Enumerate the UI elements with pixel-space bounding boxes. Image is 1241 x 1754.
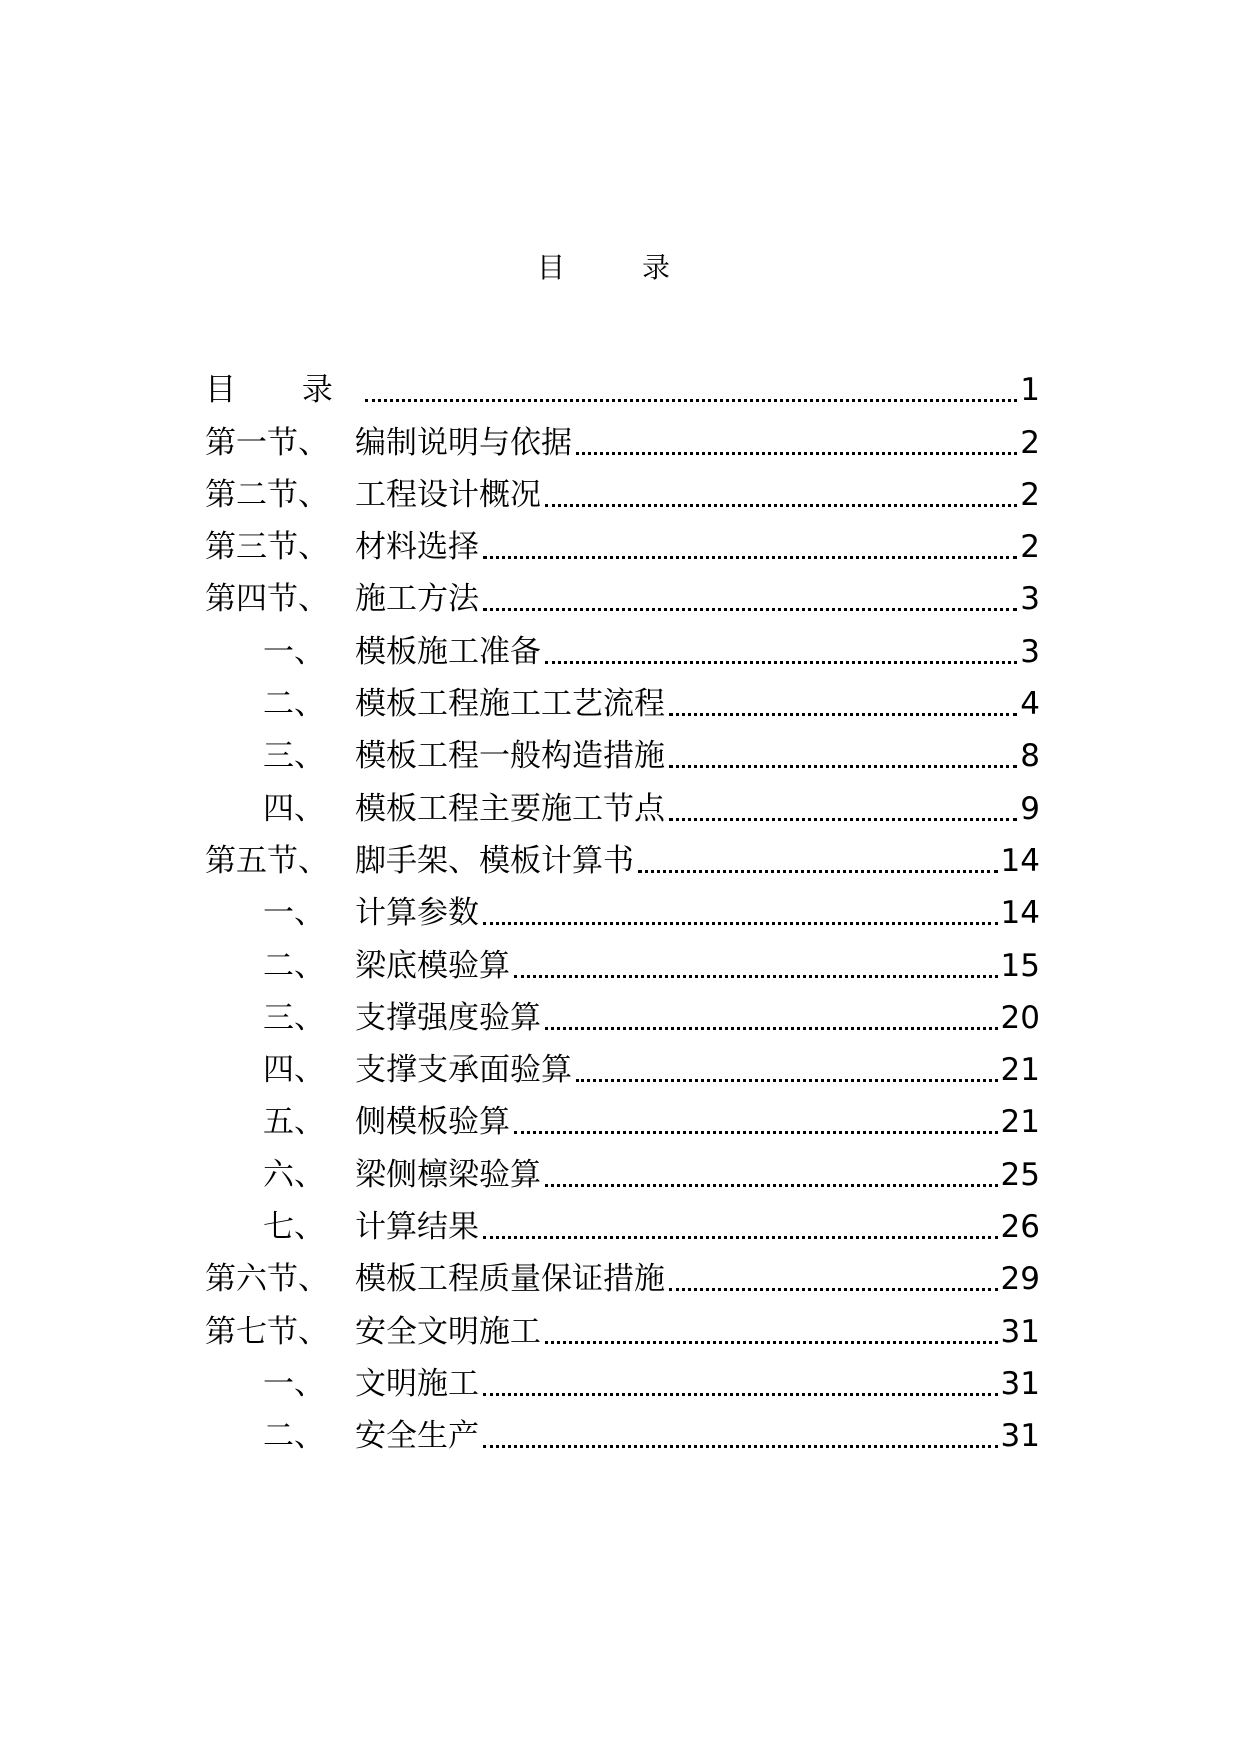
toc-page-number: 21 xyxy=(1000,1104,1040,1141)
toc-entry-text: 脚手架、模板计算书 xyxy=(355,842,634,879)
toc-entry-text: 模板工程主要施工节点 xyxy=(355,790,665,827)
toc-entry-text: 工程设计概况 xyxy=(355,476,541,513)
toc-entry[interactable] xyxy=(205,1249,1040,1301)
toc-subentry[interactable] xyxy=(205,935,1040,987)
toc-page-number: 31 xyxy=(1000,1418,1040,1455)
toc-entry[interactable] xyxy=(205,517,1040,569)
toc-leader-dots xyxy=(545,1027,998,1030)
toc-entry[interactable] xyxy=(205,412,1040,464)
toc-entry-text: 侧模板验算 xyxy=(355,1104,510,1141)
toc-entry-text: 计算结果 xyxy=(355,1209,479,1246)
toc-page-number: 31 xyxy=(1000,1313,1040,1350)
toc-entry[interactable] xyxy=(205,360,1040,412)
toc-page-number: 20 xyxy=(1000,999,1040,1036)
toc-leader-dots xyxy=(576,452,1017,455)
toc-page-number: 31 xyxy=(1000,1365,1040,1402)
toc-page-number: 3 xyxy=(1020,581,1040,618)
toc-page-number: 14 xyxy=(1000,842,1040,879)
toc-leader-dots xyxy=(483,1393,998,1396)
toc-leader-dots xyxy=(483,556,1017,559)
toc-subentry[interactable] xyxy=(205,621,1040,673)
toc-subentry[interactable] xyxy=(205,988,1040,1040)
toc-leader-dots xyxy=(545,1184,998,1187)
toc-entry[interactable] xyxy=(205,831,1040,883)
toc-entry[interactable] xyxy=(205,1301,1040,1353)
toc-page-number: 4 xyxy=(1020,686,1040,723)
toc-entry-text: 编制说明与依据 xyxy=(355,424,572,461)
toc-leader-dots xyxy=(669,765,1017,768)
toc-leader-dots xyxy=(483,1445,998,1448)
toc-leader-dots xyxy=(483,1236,998,1239)
toc-entry-text: 施工方法 xyxy=(355,581,479,618)
toc-page-number: 29 xyxy=(1000,1261,1040,1298)
toc-page-number: 2 xyxy=(1020,529,1040,566)
toc-leader-dots xyxy=(545,1341,998,1344)
toc-entry-text: 支撑支承面验算 xyxy=(355,1052,572,1089)
toc-entry-text: 材料选择 xyxy=(355,529,479,566)
toc-entry-number: 五、 xyxy=(263,1104,325,1141)
toc-leader-dots xyxy=(576,1079,998,1082)
toc-leader-dots xyxy=(514,975,998,978)
toc-entry-text: 模板工程一般构造措施 xyxy=(355,738,665,775)
toc-page-number: 9 xyxy=(1020,790,1040,827)
toc-page-number: 1 xyxy=(1020,372,1040,409)
toc-entry-number: 目 录 xyxy=(205,372,361,409)
toc-page-number: 15 xyxy=(1000,947,1040,984)
toc-entry-number: 二、 xyxy=(263,947,325,984)
toc-subentry[interactable] xyxy=(205,1197,1040,1249)
toc-entry-text: 安全文明施工 xyxy=(355,1313,541,1350)
toc-subentry[interactable] xyxy=(205,1092,1040,1144)
toc-page-number: 3 xyxy=(1020,633,1040,670)
toc-entry[interactable] xyxy=(205,569,1040,621)
toc-entry-text: 模板工程施工工艺流程 xyxy=(355,686,665,723)
toc-leader-dots xyxy=(545,504,1017,507)
toc-subentry[interactable] xyxy=(205,1144,1040,1196)
toc-leader-dots xyxy=(669,1288,998,1291)
toc-page-number: 26 xyxy=(1000,1209,1040,1246)
toc-entry-number: 一、 xyxy=(263,633,325,670)
toc-leader-dots xyxy=(365,399,1017,402)
toc-entry-number: 二、 xyxy=(263,686,325,723)
toc-entry-text: 梁底模验算 xyxy=(355,947,510,984)
toc-entry-text: 模板工程质量保证措施 xyxy=(355,1261,665,1298)
table-of-contents xyxy=(205,360,1040,1458)
toc-entry-number: 第三节、 xyxy=(205,529,329,566)
toc-entry-number: 第五节、 xyxy=(205,842,329,879)
toc-leader-dots xyxy=(669,818,1017,821)
toc-subentry[interactable] xyxy=(205,1040,1040,1092)
toc-leader-dots xyxy=(669,713,1017,716)
toc-subentry[interactable] xyxy=(205,883,1040,935)
toc-page-number: 2 xyxy=(1020,424,1040,461)
toc-entry-number: 一、 xyxy=(263,1365,325,1402)
toc-entry-text: 梁侧檩梁验算 xyxy=(355,1156,541,1193)
toc-leader-dots xyxy=(638,870,998,873)
toc-entry-number: 四、 xyxy=(263,1052,325,1089)
toc-entry-number: 第六节、 xyxy=(205,1261,329,1298)
toc-subentry[interactable] xyxy=(205,1406,1040,1458)
toc-entry-text: 文明施工 xyxy=(355,1365,479,1402)
toc-leader-dots xyxy=(483,922,998,925)
toc-entry-number: 四、 xyxy=(263,790,325,827)
toc-entry-number: 六、 xyxy=(263,1156,325,1193)
toc-entry-number: 第二节、 xyxy=(205,476,329,513)
toc-leader-dots xyxy=(514,1131,998,1134)
toc-leader-dots xyxy=(545,661,1017,664)
toc-subentry[interactable] xyxy=(205,726,1040,778)
toc-leader-dots xyxy=(483,608,1017,611)
toc-entry-number: 第四节、 xyxy=(205,581,329,618)
toc-page-number: 25 xyxy=(1000,1156,1040,1193)
toc-subentry[interactable] xyxy=(205,1354,1040,1406)
toc-entry-number: 一、 xyxy=(263,895,325,932)
toc-entry-number: 七、 xyxy=(263,1209,325,1246)
toc-entry-number: 三、 xyxy=(263,999,325,1036)
toc-subentry[interactable] xyxy=(205,674,1040,726)
toc-page-number: 2 xyxy=(1020,476,1040,513)
toc-entry-text: 安全生产 xyxy=(355,1418,479,1455)
toc-entry-text: 模板施工准备 xyxy=(355,633,541,670)
toc-entry-number: 第七节、 xyxy=(205,1313,329,1350)
toc-entry-number: 三、 xyxy=(263,738,325,775)
toc-subentry[interactable] xyxy=(205,778,1040,830)
toc-title: 目 录 xyxy=(537,251,704,284)
toc-entry[interactable] xyxy=(205,465,1040,517)
toc-page-number: 8 xyxy=(1020,738,1040,775)
toc-entry-number: 第一节、 xyxy=(205,424,329,461)
toc-page-number: 14 xyxy=(1000,895,1040,932)
toc-entry-text: 支撑强度验算 xyxy=(355,999,541,1036)
toc-entry-number: 二、 xyxy=(263,1418,325,1455)
toc-entry-text: 计算参数 xyxy=(355,895,479,932)
toc-page-number: 21 xyxy=(1000,1052,1040,1089)
